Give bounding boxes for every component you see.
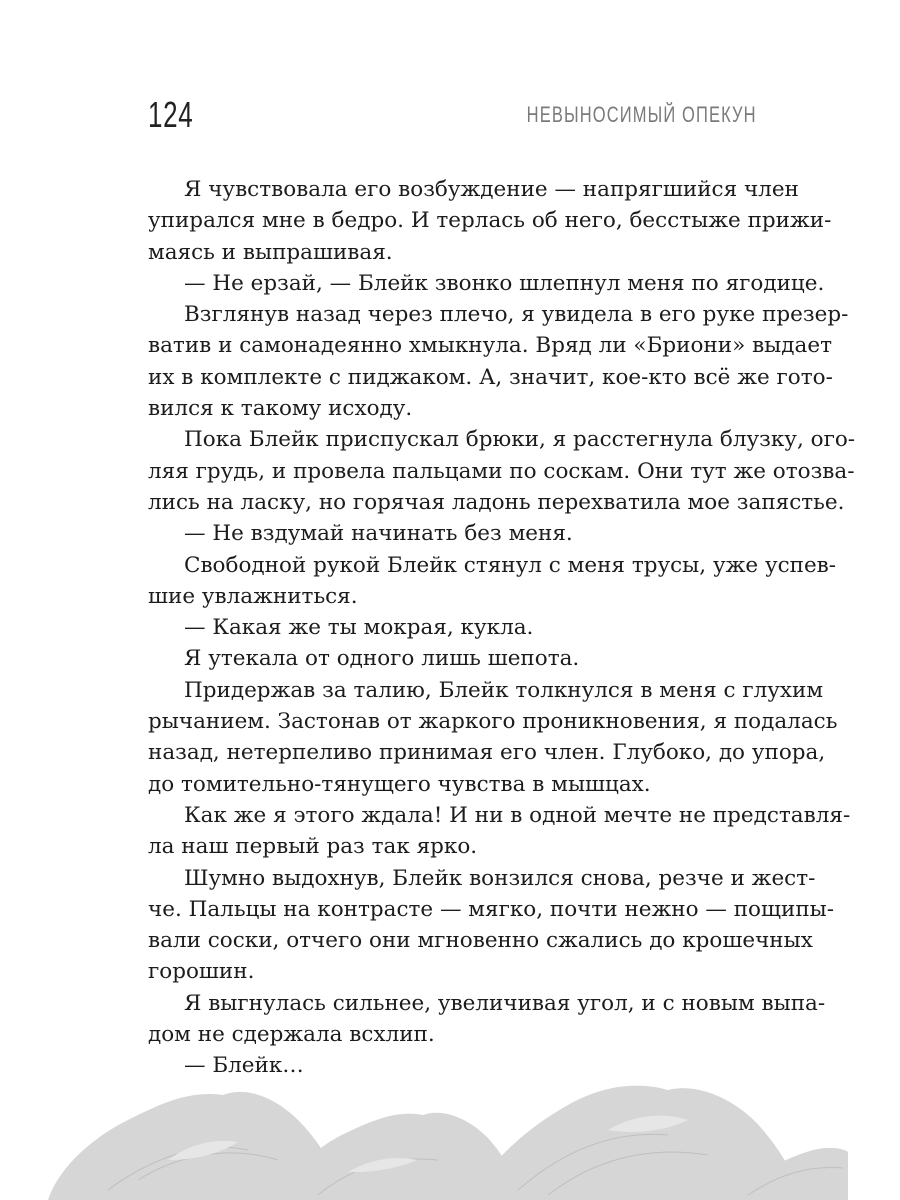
text-line: дом не сдержала всхлип. <box>148 1022 435 1048</box>
lips-print-ornament <box>48 1060 848 1200</box>
text-line: Я выгнулась сильнее, увеличивая угол, и с новым выпа- <box>184 990 826 1016</box>
running-title: НЕВЫНОСИМЫЙ ОПЕКУН <box>526 102 757 127</box>
text-line: Придержав за талию, Блейк толкнулся в меня с глухим <box>184 677 824 703</box>
text-line: ла наш первый раз так ярко. <box>148 834 478 860</box>
page-body <box>148 174 856 1082</box>
text-line: Пока Блейк приспускал брюки, я расстегнула блузку, ого- <box>184 427 856 453</box>
text-line: — Блейк… <box>184 1053 304 1079</box>
text-line: Свободной рукой Блейк стянул с меня трусы, уже успев- <box>184 552 837 578</box>
text-line: до томительно-тянущего чувства в мышцах. <box>148 771 651 797</box>
text-line: горошин. <box>148 959 255 985</box>
text-line: Я утекала от одного лишь шепота. <box>184 646 580 672</box>
text-line: шие увлажниться. <box>148 583 358 609</box>
text-line: рычанием. Застонав от жаркого проникновения, я подалась <box>148 709 838 735</box>
text-line: Как же я этого ждала! И ни в одной мечте не представля- <box>184 802 851 828</box>
text-line: Я чувствовала его возбуждение — напрягшийся член <box>184 177 799 202</box>
text-line: вали соски, отчего они мгновенно сжались до крошечных <box>148 928 813 954</box>
text-line: лись на ласку, но горячая ладонь перехватила мое запястье. <box>148 489 845 515</box>
text-line: — Не вздумай начинать без меня. <box>184 521 573 547</box>
page-number: 124 <box>148 94 194 135</box>
text-line: — Какая же ты мокрая, кукла. <box>184 615 534 641</box>
text-line: ватив и самонадеянно хмыкнула. Вряд ли «Бриони» выдает <box>148 333 832 359</box>
text-line: упирался мне в бедро. И терлась об него, бесстыже прижи- <box>148 208 832 234</box>
text-line: их в комплекте с пиджаком. А, значит, кое-кто всё же гото- <box>148 364 833 390</box>
text-line: — Не ерзай, — Блейк звонко шлепнул меня по ягодице. <box>184 270 825 296</box>
text-line: маясь и выпрашивая. <box>148 239 393 265</box>
text-line: вился к такому исходу. <box>148 396 413 422</box>
text-line: Шумно выдохнув, Блейк вонзился снова, резче и жест- <box>184 865 816 891</box>
text-line: назад, нетерпеливо принимая его член. Глубоко, до упора, <box>148 740 826 766</box>
text-line: че. Пальцы на контрасте — мягко, почти нежно — пощипы- <box>148 896 835 922</box>
text-line: Взглянув назад через плечо, я увидела в его руке презер- <box>184 302 849 328</box>
text-line: ляя грудь, и провела пальцами по соскам. Они тут же отозва- <box>148 458 855 484</box>
